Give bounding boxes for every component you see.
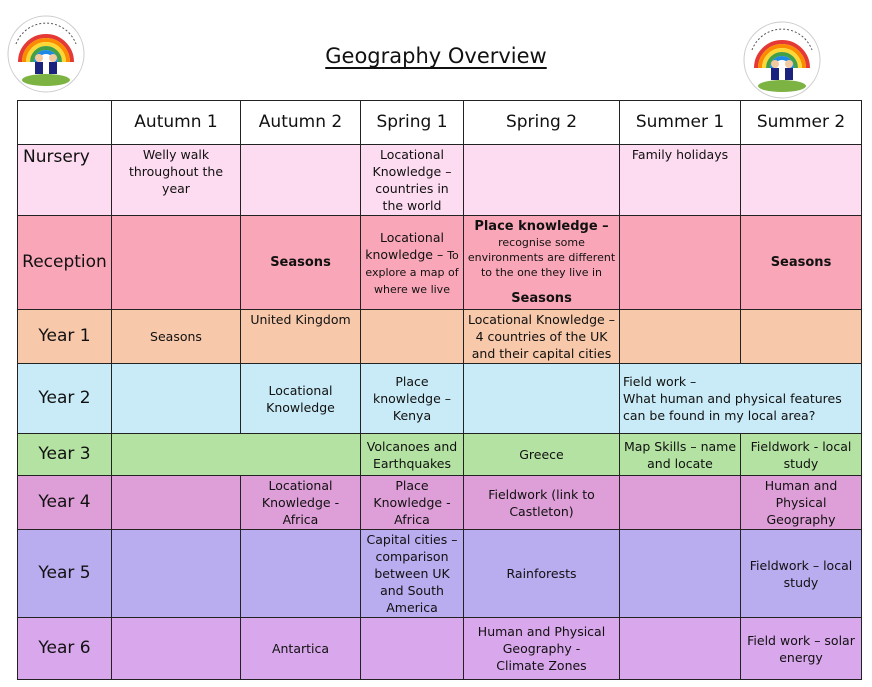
cell-year3-summer1: Map Skills – name and locate	[620, 434, 741, 476]
cell-reception-spring1	[361, 216, 464, 310]
row-label-year6: Year 6	[18, 618, 112, 680]
cell-reception-autumn2: Seasons	[241, 216, 361, 310]
cell-year2-summer: Field work – What human and physical features can be found in my local area?	[620, 364, 862, 434]
term-header-autumn-1: Autumn 1	[112, 101, 241, 145]
cell-reception-autumn1	[112, 216, 241, 310]
cell-year6-spring1	[361, 618, 464, 680]
row-label-nursery: Nursery	[18, 145, 112, 216]
cell-year2-autumn2: Locational Knowledge	[241, 364, 361, 434]
term-header-spring-2: Spring 2	[464, 101, 620, 145]
cell-year2-spring1: Place knowledge – Kenya	[361, 364, 464, 434]
term-header-summer-2: Summer 2	[741, 101, 862, 145]
cell-year1-spring1	[361, 310, 464, 364]
row-label-reception: Reception	[18, 216, 112, 310]
row-year3	[18, 434, 862, 476]
cell-year4-spring1: Place Knowledge - Africa	[361, 476, 464, 530]
cell-year1-autumn1: Seasons	[112, 310, 241, 364]
row-year2	[18, 364, 862, 434]
cell-year5-autumn2	[241, 530, 361, 618]
row-label-year1: Year 1	[18, 310, 112, 364]
cell-year4-summer2: Human and Physical Geography	[741, 476, 862, 530]
cell-reception-summer2: Seasons	[741, 216, 862, 310]
cell-year1-summer1	[620, 310, 741, 364]
cell-year4-autumn1	[112, 476, 241, 530]
geography-overview-table	[17, 100, 862, 680]
row-label-year3: Year 3	[18, 434, 112, 476]
cell-year4-autumn2: Locational Knowledge - Africa	[241, 476, 361, 530]
cell-year5-summer2: Fieldwork – local study	[741, 530, 862, 618]
reception-spring2-heading: Place knowledge –	[474, 219, 609, 234]
cell-nursery-autumn1: Welly walk throughout the year	[112, 145, 241, 216]
row-year6	[18, 618, 862, 680]
cell-nursery-summer1: Family holidays	[620, 145, 741, 216]
reception-spring1-detail: To explore a map of where we live	[365, 248, 459, 296]
cell-year6-summer1	[620, 618, 741, 680]
cell-reception-spring2	[464, 216, 620, 310]
cell-year4-spring2: Fieldwork (link to Castleton)	[464, 476, 620, 530]
cell-year5-autumn1	[112, 530, 241, 618]
cell-year2-autumn1	[112, 364, 241, 434]
cell-reception-summer1	[620, 216, 741, 310]
cell-year1-summer2	[741, 310, 862, 364]
cell-year3-autumn	[112, 434, 361, 476]
reception-spring2-seasons: Seasons	[511, 291, 572, 306]
cell-nursery-autumn2	[241, 145, 361, 216]
row-year4	[18, 476, 862, 530]
row-label-year5: Year 5	[18, 530, 112, 618]
cell-nursery-spring2	[464, 145, 620, 216]
row-nursery	[18, 145, 862, 216]
cell-nursery-spring1: Locational Knowledge – countries in the world	[361, 145, 464, 216]
row-label-year4: Year 4	[18, 476, 112, 530]
term-header-autumn-2: Autumn 2	[241, 101, 361, 145]
page-title: Geography Overview	[325, 44, 547, 68]
corner-cell	[18, 101, 112, 145]
row-reception	[18, 216, 862, 310]
cell-year6-spring2: Human and Physical Geography - Climate Zones	[464, 618, 620, 680]
cell-year2-spring2	[464, 364, 620, 434]
cell-year6-autumn1	[112, 618, 241, 680]
row-label-year2: Year 2	[18, 364, 112, 434]
cell-year1-autumn2: United Kingdom	[241, 310, 361, 364]
cell-year6-summer2: Field work – solar energy	[741, 618, 862, 680]
reception-spring2-detail: recognise some environments are different to the one they live in	[467, 236, 616, 279]
term-header-summer-1: Summer 1	[620, 101, 741, 145]
cell-year3-summer2: Fieldwork - local study	[741, 434, 862, 476]
cell-year6-autumn2: Antartica	[241, 618, 361, 680]
term-header-spring-1: Spring 1	[361, 101, 464, 145]
cell-year5-spring2: Rainforests	[464, 530, 620, 618]
reception-spring1-heading: Locational knowledge –	[365, 229, 444, 262]
cell-year3-spring1: Volcanoes and Earthquakes	[361, 434, 464, 476]
row-year1	[18, 310, 862, 364]
header-row	[18, 101, 862, 145]
cell-nursery-summer2	[741, 145, 862, 216]
row-year5	[18, 530, 862, 618]
cell-year5-summer1	[620, 530, 741, 618]
cell-year3-spring2: Greece	[464, 434, 620, 476]
cell-year1-spring2: Locational Knowledge – 4 countries of the UK and their capital cities	[464, 310, 620, 364]
cell-year4-summer1	[620, 476, 741, 530]
cell-year5-spring1: Capital cities – comparison between UK and South America	[361, 530, 464, 618]
